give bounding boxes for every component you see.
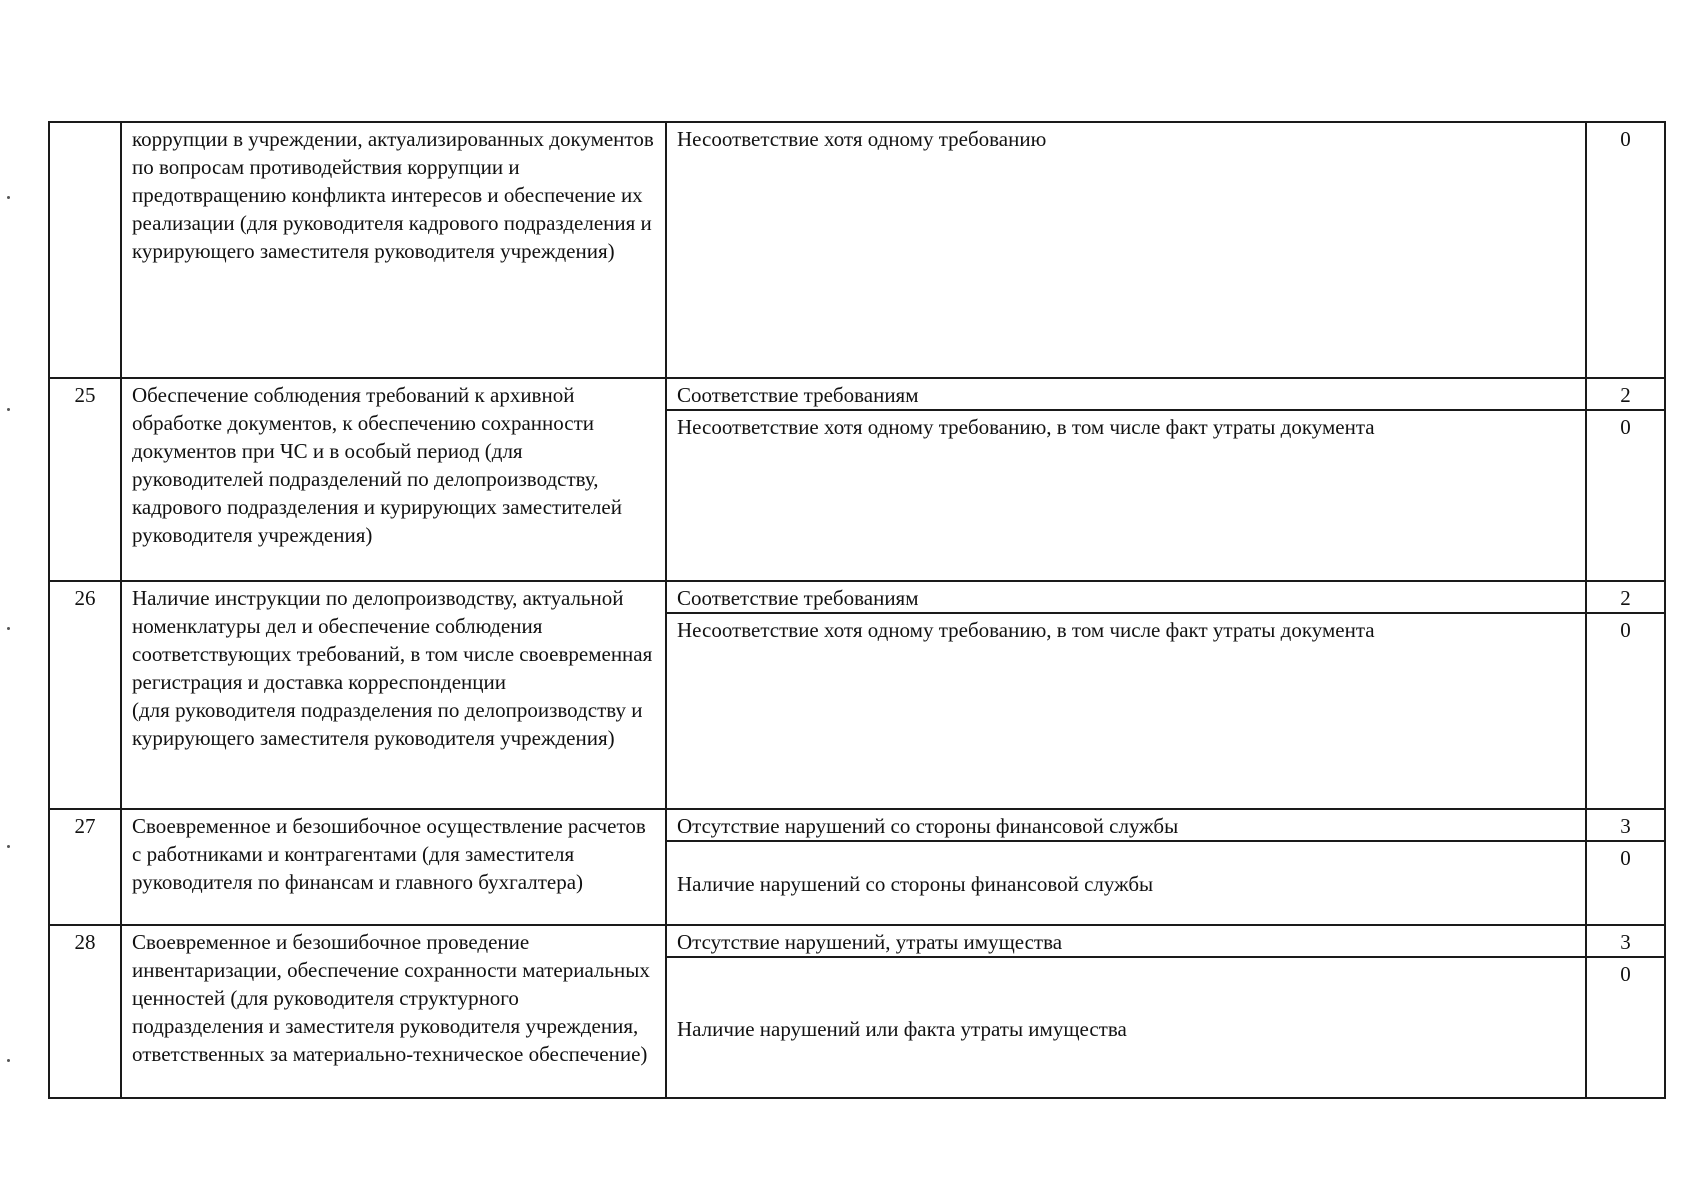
points-cell: 0 (1586, 841, 1665, 925)
criterion-cell: Соответствие требованиям (666, 378, 1586, 410)
points-cell: 0 (1586, 410, 1665, 581)
points-cell: 3 (1586, 809, 1665, 841)
indicator-cell (121, 581, 666, 809)
table-row (49, 809, 1665, 841)
criterion-cell: Несоответствие хотя одному требованию (666, 122, 1586, 378)
row-number (49, 122, 121, 378)
indicator-text: Наличие инструкции по делопроизводству, актуальной номенклатуры дел и обеспечение соблюдения соответствующих требований, в том числе своевременная регистрация и доставка корреспонденции (132, 586, 653, 694)
points-cell: 0 (1586, 613, 1665, 809)
table-row (49, 122, 1665, 378)
indicator-cell: Своевременное и безошибочное осуществление расчетов с работниками и контрагентами (для заместителя руководителя по финансам и главного бухгалтера) (121, 809, 666, 925)
margin-mark (7, 196, 10, 199)
row-number: 26 (49, 581, 121, 809)
table-row (49, 378, 1665, 410)
table-row (49, 581, 1665, 613)
table-row (49, 925, 1665, 957)
row-number: 28 (49, 925, 121, 1098)
points-cell: 2 (1586, 378, 1665, 410)
indicator-cell: коррупции в учреждении, актуализированных документов по вопросам противодействия коррупции и предотвращению конфликта интересов и обеспечение их реализации (для руководителя кадрового подразделения и курирующего заместителя руководителя учреждения) (121, 122, 666, 378)
row-number: 27 (49, 809, 121, 925)
margin-mark (7, 408, 10, 411)
points-cell: 0 (1586, 122, 1665, 378)
criterion-cell: Несоответствие хотя одному требованию, в том числе факт утраты документа (666, 410, 1586, 581)
criterion-cell: Несоответствие хотя одному требованию, в том числе факт утраты документа (666, 613, 1586, 809)
row-number: 25 (49, 378, 121, 581)
criterion-cell: Наличие нарушений со стороны финансовой службы (666, 841, 1586, 925)
points-cell: 2 (1586, 581, 1665, 613)
criterion-cell: Наличие нарушений или факта утраты имущества (666, 957, 1586, 1098)
points-cell: 0 (1586, 957, 1665, 1098)
indicator-cell: Своевременное и безошибочное проведение инвентаризации, обеспечение сохранности материальных ценностей (для руководителя структурного подразделения и заместителя руководителя учреждения, ответственных за материально-техническое обеспечение) (121, 925, 666, 1098)
points-cell: 3 (1586, 925, 1665, 957)
margin-mark (7, 627, 10, 630)
margin-mark (7, 1059, 10, 1062)
indicator-cell: Обеспечение соблюдения требований к архивной обработке документов, к обеспечению сохранности документов при ЧС и в особый период (для руководителей подразделений по делопроизводству, кадрового подразделения и курирующих заместителей руководителя учреждения) (121, 378, 666, 581)
criterion-cell: Соответствие требованиям (666, 581, 1586, 613)
indicator-note: (для руководителя подразделения по делопроизводству и курирующего заместителя руководителя учреждения) (132, 698, 643, 750)
criterion-cell: Отсутствие нарушений со стороны финансовой службы (666, 809, 1586, 841)
criteria-table (48, 121, 1666, 1099)
margin-mark (7, 845, 10, 848)
criterion-cell: Отсутствие нарушений, утраты имущества (666, 925, 1586, 957)
